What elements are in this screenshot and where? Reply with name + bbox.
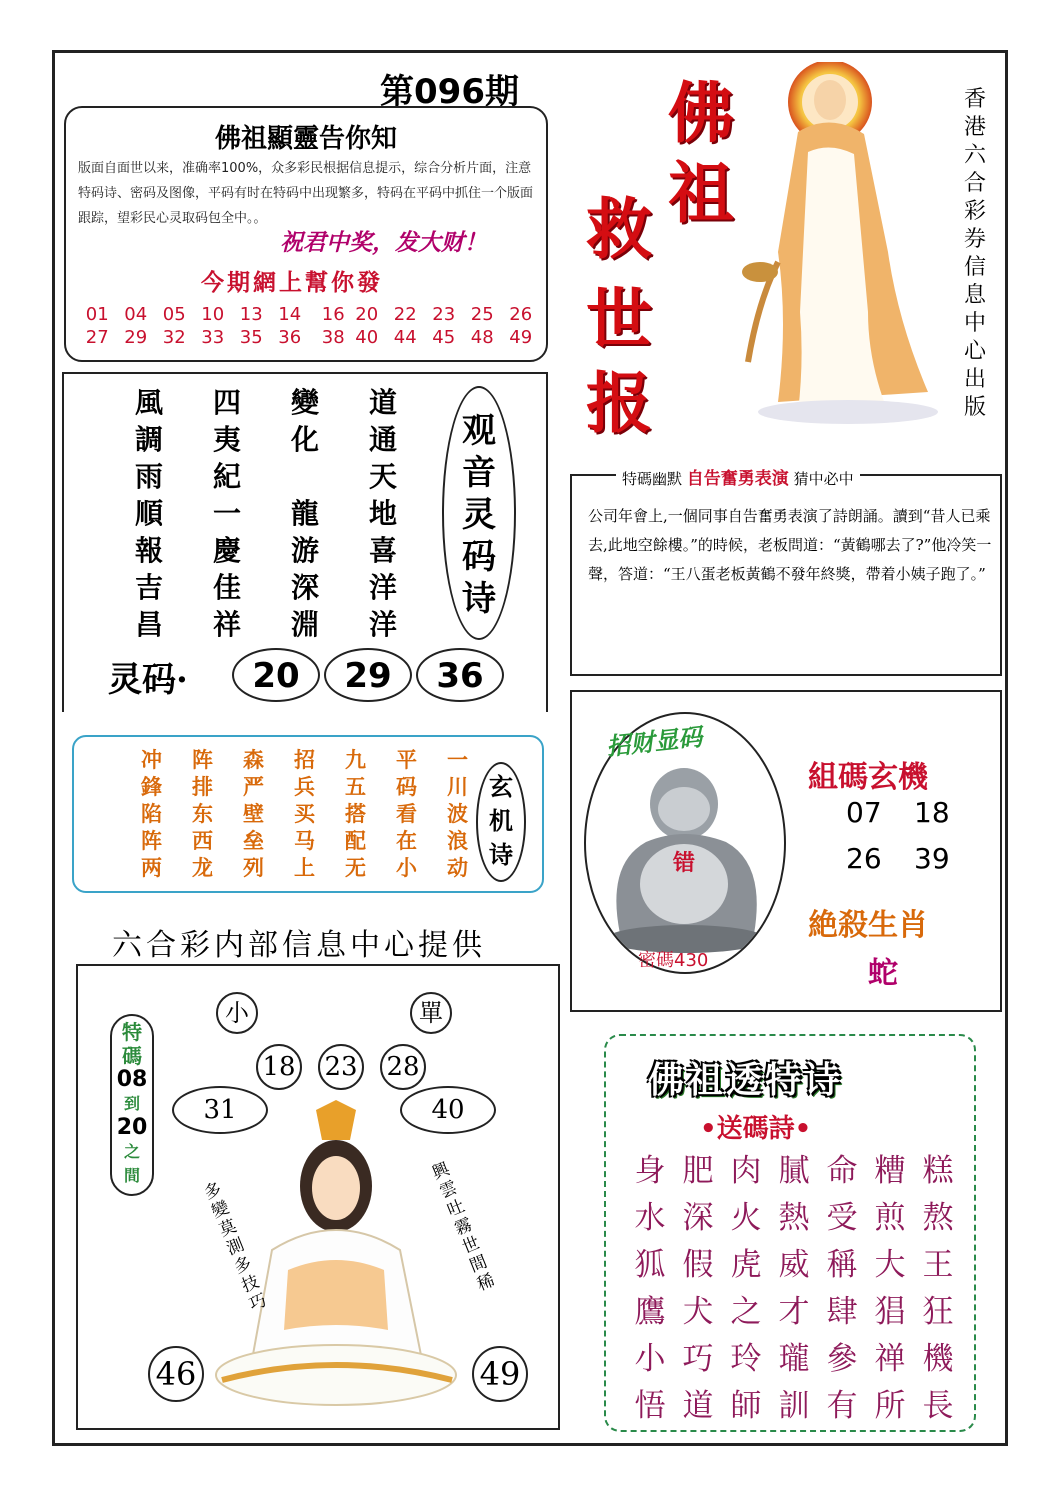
xuanji-char: 列 — [243, 856, 264, 880]
poem-char: 四 — [212, 386, 241, 419]
poem-char: 淵 — [290, 608, 319, 641]
number-oval: 40 — [400, 1086, 496, 1134]
special-poem-char: 犬 — [682, 1294, 714, 1330]
xuanji-char: 看 — [396, 802, 417, 826]
xuanji-char: 波 — [447, 802, 468, 826]
lottery-number: 14 — [278, 304, 302, 325]
special-poem-grid — [626, 1148, 962, 1430]
kill-zodiac-title: 絶殺生肖 — [808, 908, 928, 943]
kill-zodiac-value: 蛇 — [868, 956, 898, 991]
tema-to: 20 — [116, 1115, 148, 1140]
lottery-number: 22 — [393, 304, 417, 325]
left-text-char: 多 — [201, 1179, 225, 1204]
xuanji-char: 招 — [294, 748, 315, 772]
xuanji-char: 西 — [192, 829, 213, 853]
special-poem-char: 稱 — [826, 1247, 858, 1283]
xuanji-char: 龙 — [192, 856, 213, 880]
poem-char: 變 — [290, 386, 319, 419]
special-poem-char: 糟 — [874, 1153, 906, 1189]
poem-char: 吉 — [134, 571, 163, 604]
special-poem-char: 肉 — [730, 1153, 762, 1189]
lottery-number: 36 — [278, 327, 302, 348]
poem-title — [455, 410, 503, 620]
humor-hint: 猜中必中 — [793, 470, 854, 488]
zuma-title: 組碼玄機 — [808, 760, 928, 795]
poem-char: 風 — [134, 386, 163, 419]
xuanji-char: 垒 — [243, 829, 264, 853]
side-char: 券 — [963, 227, 986, 252]
number-circle: 23 — [318, 1044, 364, 1090]
xuanji-box — [72, 735, 544, 893]
poem-char: 佳 — [212, 571, 241, 604]
lottery-number: 27 — [85, 327, 109, 348]
special-poem-char: 王 — [922, 1247, 954, 1283]
side-char: 心 — [963, 339, 986, 364]
poem-char: 昌 — [134, 608, 163, 641]
xuanji-char: 排 — [192, 775, 213, 799]
notice-box — [64, 106, 548, 362]
xuanji-char: 一 — [447, 748, 468, 772]
poem-char: 地 — [368, 497, 397, 530]
lottery-number: 26 — [509, 304, 533, 325]
tema-label-2: 碼 — [122, 1044, 142, 1068]
lingma-label: 灵码· — [108, 660, 188, 700]
mistake-mark: 错 — [673, 851, 696, 876]
special-poem-char: 所 — [874, 1388, 906, 1424]
small-circle: 小 — [216, 992, 258, 1034]
today-numbers — [78, 304, 540, 348]
special-poem-char: 命 — [826, 1153, 858, 1189]
poem-title-char: 灵 — [462, 495, 496, 535]
notice-title: 佛祖顯靈告你知 — [214, 124, 397, 154]
number-oval: 31 — [172, 1086, 268, 1134]
poem-char: 化 — [290, 423, 319, 456]
side-char: 中 — [963, 311, 986, 336]
xuanji-char: 鋒 — [141, 775, 162, 799]
lottery-number: 38 — [321, 327, 345, 348]
xuanji-title — [480, 770, 522, 872]
side-char: 版 — [963, 395, 986, 420]
special-poem-char: 悟 — [634, 1388, 666, 1424]
tema-to-word: 到 — [123, 1094, 140, 1113]
poem-char: 深 — [290, 571, 319, 604]
special-poem-char: 有 — [826, 1388, 858, 1424]
special-poem-char: 訓 — [778, 1388, 810, 1424]
congrats-text: 祝君中奖，发大财！ — [280, 230, 487, 256]
poem-char: 報 — [134, 534, 163, 567]
lingma-number: 20 — [232, 648, 320, 702]
lottery-number: 45 — [432, 327, 456, 348]
special-poem-char: 假 — [682, 1247, 714, 1283]
lottery-number: 40 — [355, 327, 379, 348]
title-char: 报 — [586, 364, 652, 442]
special-poem-char: 糕 — [922, 1153, 954, 1189]
xuanji-char: 浪 — [447, 829, 468, 853]
xuanji-char: 森 — [243, 748, 264, 772]
humor-heading — [616, 464, 860, 489]
provider-text: 六合彩内部信息中心提供 — [112, 928, 486, 963]
notice-body: 版面自面世以来，准确率100%，众多彩民根据信息提示，综合分析片面，注意特码诗、密码及图像，平码有时在特码中出现繁多，特码在平码中抓住一个版面跟踪，望彩民心灵取码包全中。。 — [78, 161, 534, 226]
humor-label: 特碼幽默 — [622, 470, 683, 488]
special-poem-char: 之 — [730, 1294, 762, 1330]
special-poem-char: 道 — [682, 1388, 714, 1424]
special-poem-char: 熱 — [778, 1200, 810, 1236]
lottery-number: 20 — [355, 304, 379, 325]
single-circle: 單 — [410, 992, 452, 1034]
poem-char: 雨 — [134, 460, 163, 493]
secret-code-label: 密碼430 — [638, 950, 709, 971]
special-poem-char: 深 — [682, 1200, 714, 1236]
right-text-char: 稀 — [474, 1270, 498, 1296]
xuanji-char: 阵 — [141, 829, 162, 853]
special-poem-char: 才 — [778, 1294, 810, 1330]
right-text-char: 世 — [459, 1233, 483, 1259]
special-poem-char: 玲 — [730, 1341, 762, 1377]
special-poem-char: 肥 — [682, 1153, 714, 1189]
xuanji-title-char: 诗 — [489, 841, 513, 869]
left-text-char: 巧 — [246, 1290, 270, 1316]
number-circle: 28 — [380, 1044, 426, 1090]
right-text-char: 雲 — [436, 1177, 461, 1203]
lingma-number: 29 — [324, 648, 412, 702]
special-poem-char: 膩 — [778, 1153, 810, 1189]
poem-char: 龍 — [290, 497, 319, 530]
lottery-number: 48 — [470, 327, 494, 348]
xuanji-char: 马 — [294, 829, 315, 853]
xuanji-grid — [126, 747, 483, 882]
left-text-char: 莫 — [216, 1216, 240, 1242]
special-poem-char: 長 — [922, 1388, 954, 1424]
tema-end-2: 間 — [123, 1166, 140, 1185]
poem-title-char: 诗 — [462, 579, 496, 619]
poem-char: 紀 — [212, 460, 241, 493]
title-char: 祖 — [668, 154, 734, 232]
title-char: 救 — [586, 190, 652, 268]
special-poem-char: 小 — [634, 1341, 666, 1377]
lingma-number: 36 — [416, 648, 504, 702]
right-text-char: 吐 — [444, 1196, 468, 1222]
poem-char: 一 — [212, 497, 241, 530]
lottery-number: 49 — [509, 327, 533, 348]
lottery-number: 04 — [124, 304, 148, 325]
xuanji-char: 无 — [345, 856, 366, 880]
side-char: 香 — [963, 87, 986, 112]
special-poem-char: 大 — [874, 1247, 906, 1283]
zuma-number: 26 — [846, 842, 882, 875]
xuanji-title-char: 玄 — [489, 773, 513, 801]
special-poem-char: 機 — [922, 1341, 954, 1377]
number-circle-big: 49 — [472, 1346, 528, 1402]
poem-title-char: 观 — [462, 411, 496, 451]
side-char: 出 — [963, 367, 986, 392]
special-poem-char: 巧 — [682, 1341, 714, 1377]
special-poem-char: 師 — [730, 1388, 762, 1424]
special-poem-char: 火 — [730, 1200, 762, 1236]
today-heading: 今期網上幫你發 — [201, 269, 383, 296]
right-text-char: 興 — [429, 1159, 453, 1184]
special-poem-char: 猖 — [874, 1294, 906, 1330]
side-char: 合 — [963, 171, 986, 196]
zuma-number: 18 — [914, 796, 950, 829]
poem-title-char: 码 — [462, 537, 496, 577]
special-poem-char: 肆 — [826, 1294, 858, 1330]
xuanji-char: 兵 — [294, 775, 315, 799]
number-circle: 18 — [256, 1044, 302, 1090]
special-poem-char: 瓏 — [778, 1341, 810, 1377]
xuanji-char: 平 — [396, 748, 417, 772]
special-poem-char: 狐 — [634, 1247, 666, 1283]
xuanji-char: 动 — [447, 856, 468, 880]
special-poem-char: 煎 — [874, 1200, 906, 1236]
xuanji-char: 在 — [396, 829, 417, 853]
title-char: 世 — [586, 280, 652, 358]
xuanji-char: 川 — [447, 775, 468, 799]
poem-char: 祥 — [212, 608, 241, 641]
humor-body: 公司年會上,一個同事自告奮勇表演了詩朗誦。讀到“昔人已乘去,此地空餘樓。”的時候，老板問道：“黃鶴哪去了?”他冷笑一聲，答道：“王八蛋老板黃鶴不發年終獎，帶着小姨子跑了。” — [588, 507, 992, 583]
xuanji-char: 陷 — [141, 802, 162, 826]
left-text-char: 技 — [238, 1271, 263, 1297]
xuanji-title-char: 机 — [489, 807, 513, 835]
xuanji-char: 买 — [294, 802, 315, 826]
poem-char: 調 — [134, 423, 163, 456]
xuanji-char: 严 — [243, 775, 264, 799]
xuanji-char: 小 — [396, 856, 417, 880]
xuanji-char: 阵 — [192, 748, 213, 772]
buddha-figure-image — [738, 62, 950, 426]
side-char: 六 — [963, 143, 986, 168]
tema-label-1: 特 — [122, 1020, 142, 1044]
xuanji-char: 上 — [294, 856, 315, 880]
humor-title: 自告奮勇表演 — [686, 469, 789, 489]
poem-char: 順 — [134, 497, 163, 530]
xuanji-char: 壁 — [243, 802, 264, 826]
xuanji-char: 搭 — [345, 802, 366, 826]
zuma-number: 07 — [846, 796, 882, 829]
title-char: 佛 — [668, 74, 734, 152]
poem-char: 夷 — [212, 423, 241, 456]
lottery-number: 44 — [393, 327, 417, 348]
xuanji-char: 码 — [396, 775, 417, 799]
special-poem-subtitle: •送碼詩• — [700, 1114, 812, 1144]
tema-from: 08 — [116, 1067, 148, 1092]
poem-char: 慶 — [212, 534, 241, 567]
special-poem-char: 水 — [634, 1200, 666, 1236]
special-poem-char: 禅 — [874, 1341, 906, 1377]
lottery-number: 16 — [321, 304, 345, 325]
lottery-number: 29 — [124, 327, 148, 348]
zuma-arc-text: 招财显码 — [605, 723, 704, 761]
special-poem-char: 身 — [634, 1153, 666, 1189]
poem-char: 洋 — [368, 571, 397, 604]
xuanji-char: 两 — [141, 856, 162, 880]
poem-char: 游 — [290, 534, 319, 567]
xuanji-char: 九 — [345, 748, 366, 772]
lottery-number: 35 — [239, 327, 263, 348]
poem-char: 洋 — [368, 608, 397, 641]
issue-number: 第096期 — [380, 72, 519, 112]
poem-char: 天 — [368, 460, 397, 493]
special-poem-char: 威 — [778, 1247, 810, 1283]
side-char: 息 — [963, 283, 986, 308]
xuanji-char: 冲 — [141, 748, 162, 772]
left-text-char: 多 — [231, 1253, 255, 1279]
poem-grid — [110, 384, 422, 643]
right-text-char: 間 — [466, 1251, 491, 1277]
side-char: 彩 — [963, 199, 986, 224]
xuanji-char: 东 — [192, 802, 213, 826]
side-char: 港 — [963, 115, 986, 140]
zuma-number: 39 — [914, 842, 950, 875]
left-text-char: 變 — [208, 1197, 233, 1223]
lottery-number: 25 — [470, 304, 494, 325]
number-circle-big: 46 — [148, 1346, 204, 1402]
xuanji-char: 配 — [345, 829, 366, 853]
special-poem-char: 鷹 — [634, 1294, 666, 1330]
tema-end-1: 之 — [123, 1142, 140, 1161]
left-text-char: 測 — [223, 1234, 248, 1260]
special-poem-char: 狂 — [922, 1294, 954, 1330]
poem-char: 喜 — [368, 534, 397, 567]
side-char: 信 — [963, 255, 986, 280]
tema-range — [112, 1020, 152, 1188]
special-poem-title: 佛祖透特诗 — [648, 1059, 844, 1101]
special-poem-char: 虎 — [730, 1247, 762, 1283]
lottery-number: 33 — [201, 327, 225, 348]
right-text-char: 霧 — [451, 1214, 476, 1240]
poem-char: 道 — [368, 386, 397, 419]
lottery-number: 01 — [85, 304, 109, 325]
special-poem-char: 熬 — [922, 1200, 954, 1236]
lottery-number: 05 — [162, 304, 186, 325]
lottery-number: 10 — [201, 304, 225, 325]
xuanji-char: 五 — [345, 775, 366, 799]
poem-title-char: 音 — [462, 453, 496, 493]
special-poem-char: 參 — [826, 1341, 858, 1377]
lottery-number: 23 — [432, 304, 456, 325]
poem-char: 通 — [368, 423, 397, 456]
special-poem-char: 受 — [826, 1200, 858, 1236]
poem-char — [266, 458, 344, 495]
publisher-vertical-text — [958, 86, 992, 422]
lottery-number: 13 — [239, 304, 263, 325]
lottery-number: 32 — [162, 327, 186, 348]
